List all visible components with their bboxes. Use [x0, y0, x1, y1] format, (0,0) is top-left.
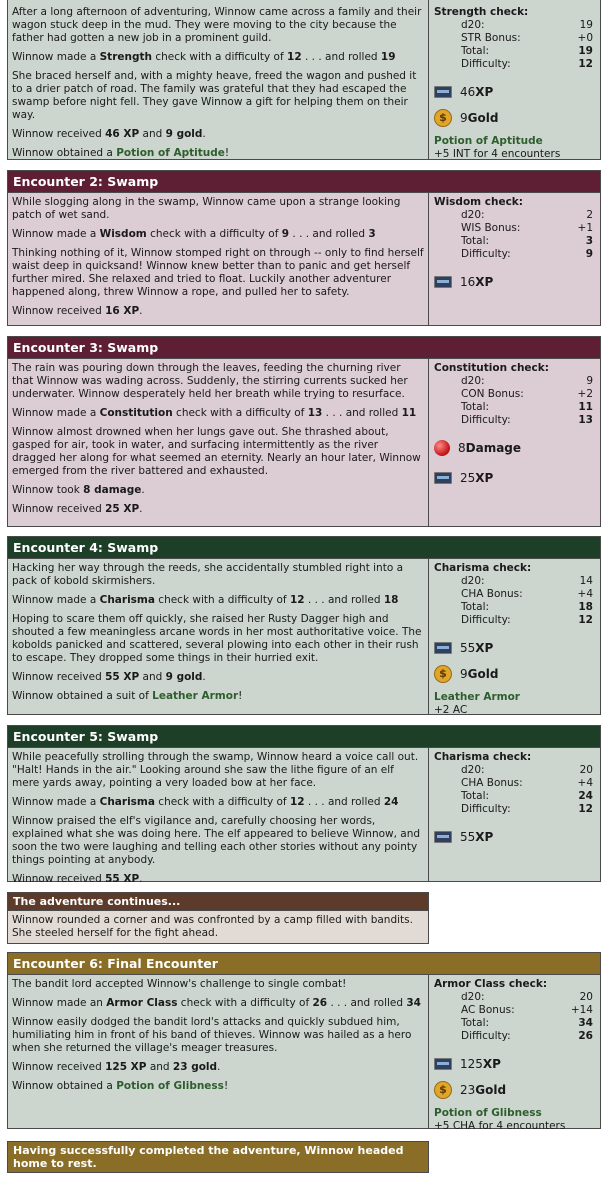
- adventure-complete-banner: Having successfully completed the adventure, Winnow headed home to rest.: [7, 1141, 429, 1173]
- story-paragraph: She braced herself and, with a mighty heave, freed the wagon and pushed it to a drier patch of road. The family was grateful that they had escaped the swamp before night fell. They gave Winnow a gift for helping them on their way.: [12, 70, 417, 121]
- note-text: Winnow rounded a corner and was confronted by a camp filled with bandits. She steeled herself for the fight ahead.: [8, 911, 428, 943]
- encounter-title: Encounter 4: Swamp: [8, 537, 600, 559]
- stat-row: Difficulty: 9: [461, 248, 593, 260]
- check-title: Wisdom check:: [434, 196, 523, 208]
- gold-bag-icon: $: [434, 109, 452, 127]
- damage-taken: 8 Damage: [434, 439, 595, 457]
- gold-reward: $ 9 Gold: [434, 109, 595, 127]
- check-title: Armor Class check:: [434, 978, 548, 990]
- encounter-1-story: [8, 0, 429, 159]
- stat-row: CHA Bonus: +4: [461, 588, 593, 600]
- stat-row: Difficulty: 12: [461, 58, 593, 70]
- story-paragraph: Thinking nothing of it, Winnow stomped right on through -- only to find herself waist deep in quicksand! Winnow knew better than to panic and get herself further mired. She relaxed and tried to float. Luckily another adventurer happened along, threw Winnow a rope, and pulled her to safety.: [12, 247, 424, 298]
- encounter-title: Encounter 6: Final Encounter: [8, 953, 600, 975]
- blood-drop-icon: [434, 440, 450, 456]
- encounter-5-side: [429, 748, 600, 881]
- damage-line: Winnow took 8 damage.: [12, 484, 145, 496]
- xp-reward: 16 XP: [434, 273, 595, 291]
- check-line: Winnow made a Charisma check with a difficulty of 12 . . . and rolled 24: [12, 796, 399, 808]
- encounter-2-side: [429, 193, 600, 325]
- reward-line: Winnow received 25 XP.: [12, 503, 143, 515]
- item-line: Winnow obtained a Potion of Glibness!: [12, 1080, 229, 1092]
- encounter-2: [7, 170, 601, 326]
- encounter-6: [7, 952, 601, 1132]
- xp-reward: 46 XP: [434, 83, 595, 101]
- check-title: Charisma check:: [434, 751, 532, 763]
- story-paragraph: The bandit lord accepted Winnow's challenge to single combat!: [12, 978, 347, 990]
- check-line: Winnow made a Constitution check with a difficulty of 13 . . . and rolled 11: [12, 407, 417, 419]
- reward-line: Winnow received 55 XP and 9 gold.: [12, 671, 206, 683]
- stat-row: WIS Bonus: +1: [461, 222, 593, 234]
- reward-line: Winnow received 125 XP and 23 gold.: [12, 1061, 221, 1073]
- stat-row: Difficulty: 13: [461, 414, 593, 426]
- xp-reward: 125 XP: [434, 1055, 595, 1073]
- encounter-title: Encounter 3: Swamp: [8, 337, 600, 359]
- stat-row: CHA Bonus: +4: [461, 777, 593, 789]
- xp-icon: [434, 276, 452, 288]
- gold-reward: $ 23 Gold: [434, 1081, 595, 1099]
- stat-row: Total: 11: [461, 401, 593, 413]
- encounter-1-side: [429, 0, 600, 159]
- encounter-2-story: [8, 193, 429, 325]
- story-paragraph: After a long afternoon of adventuring, Winnow came across a family and their wagon stuck deep in the mud. They were moving to the city because the father had gotten a new job in a prominent guild.: [12, 6, 422, 44]
- gold-bag-icon: $: [434, 1081, 452, 1099]
- story-paragraph: The rain was pouring down through the leaves, feeding the churning river that Winnow was wading across. Suddenly, the stirring currents sucked her underwater. Winnow desperately held her breath while trying to resurface.: [12, 362, 408, 400]
- reward-line: Winnow received 55 XP.: [12, 873, 143, 885]
- stat-row: d20: 20: [461, 764, 593, 776]
- gold-reward: $ 9 Gold: [434, 665, 595, 683]
- encounter-5: [7, 725, 601, 885]
- item-name: Potion of Glibness: [434, 1107, 542, 1119]
- stat-row: Total: 19: [461, 45, 593, 57]
- check-title: Constitution check:: [434, 362, 549, 374]
- stat-row: Total: 34: [461, 1017, 593, 1029]
- stat-row: Total: 24: [461, 790, 593, 802]
- story-paragraph: While slogging along in the swamp, Winnow came upon a strange looking patch of wet sand.: [12, 196, 401, 221]
- stat-row: d20: 2: [461, 209, 593, 221]
- check-title: Charisma check:: [434, 562, 532, 574]
- stat-row: d20: 20: [461, 991, 593, 1003]
- encounter-4-story: [8, 559, 429, 714]
- item-description: +2 AC: [434, 704, 468, 716]
- item-name: Potion of Aptitude: [434, 135, 543, 147]
- stat-row: Difficulty: 26: [461, 1030, 593, 1042]
- check-line: Winnow made a Strength check with a difficulty of 12 . . . and rolled 19: [12, 51, 396, 63]
- check-line: Winnow made an Armor Class check with a difficulty of 26 . . . and rolled 34: [12, 997, 421, 1009]
- stat-row: d20: 14: [461, 575, 593, 587]
- reward-line: Winnow received 46 XP and 9 gold.: [12, 128, 206, 140]
- encounter-4-side: [429, 559, 600, 714]
- xp-reward: 25 XP: [434, 469, 595, 487]
- xp-icon: [434, 86, 452, 98]
- story-paragraph: Winnow praised the elf's vigilance and, carefully choosing her words, explained what she was doing here. The elf appeared to believe Winnow, and soon the two were laughing and telling each other stories without any pointy things pointing at anybody.: [12, 815, 421, 866]
- story-paragraph: While peacefully strolling through the swamp, Winnow heard a voice call out. "Halt! Hands in the air." Looking around she saw the lithe figure of an elf mere yards away, pointing a very loaded bow at her face.: [12, 751, 419, 789]
- encounter-1: [7, 0, 601, 160]
- story-paragraph: Hacking her way through the reeds, she accidentally stumbled right into a pack of kobold skirmishers.: [12, 562, 404, 587]
- gold-bag-icon: $: [434, 665, 452, 683]
- encounter-3: [7, 336, 601, 527]
- story-paragraph: Winnow easily dodged the bandit lord's attacks and quickly subdued him, humiliating him in front of his band of thieves. Winnow was hailed as a hero when she returned the village's meager treasures.: [12, 1016, 412, 1054]
- encounter-3-side: [429, 359, 600, 526]
- encounter-5-story: [8, 748, 429, 885]
- item-description: +5 INT for 4 encounters: [434, 148, 561, 160]
- story-paragraph: Winnow almost drowned when her lungs gave out. She thrashed about, gasped for air, took in water, and surfacing intermittently as the river dragged her along for what seemed an eternity. Nearly an hour later, Winnow emerged from the river battered and exhausted.: [12, 426, 421, 477]
- encounter-6-story: [8, 975, 429, 1128]
- encounter-3-story: [8, 359, 429, 526]
- stat-row: Total: 18: [461, 601, 593, 613]
- xp-reward: 55 XP: [434, 828, 595, 846]
- stat-row: Difficulty: 12: [461, 614, 593, 626]
- stat-row: d20: 9: [461, 375, 593, 387]
- stat-row: Difficulty: 12: [461, 803, 593, 815]
- encounter-title: Encounter 2: Swamp: [8, 171, 600, 193]
- stat-row: STR Bonus: +0: [461, 32, 593, 44]
- stat-row: Total: 3: [461, 235, 593, 247]
- stat-row: CON Bonus: +2: [461, 388, 593, 400]
- encounter-6-side: [429, 975, 600, 1132]
- note-title: The adventure continues...: [8, 893, 428, 911]
- item-name: Leather Armor: [434, 691, 520, 703]
- check-line: Winnow made a Wisdom check with a difficulty of 9 . . . and rolled 3: [12, 228, 376, 240]
- xp-icon: [434, 831, 452, 843]
- stat-row: d20: 19: [461, 19, 593, 31]
- xp-icon: [434, 642, 452, 654]
- reward-line: Winnow received 16 XP.: [12, 305, 143, 317]
- check-title: Strength check:: [434, 6, 529, 18]
- stat-row: AC Bonus: +14: [461, 1004, 593, 1016]
- adventure-continues-note: [7, 892, 429, 944]
- encounter-title: Encounter 5: Swamp: [8, 726, 600, 748]
- item-line: Winnow obtained a Potion of Aptitude!: [12, 147, 230, 159]
- xp-icon: [434, 1058, 452, 1070]
- check-line: Winnow made a Charisma check with a difficulty of 12 . . . and rolled 18: [12, 594, 399, 606]
- item-line: Winnow obtained a suit of Leather Armor!: [12, 690, 243, 702]
- xp-reward: 55 XP: [434, 639, 595, 657]
- item-description: +5 CHA for 4 encounters: [434, 1120, 566, 1132]
- encounter-4: [7, 536, 601, 715]
- story-paragraph: Hoping to scare them off quickly, she raised her Rusty Dagger high and shouted a few meaningless arcane words in her most authoritative voice. The kobolds panicked and scattered, several plowing into each other in their rush to escape. They dropped some things in their hurried exit.: [12, 613, 422, 664]
- xp-icon: [434, 472, 452, 484]
